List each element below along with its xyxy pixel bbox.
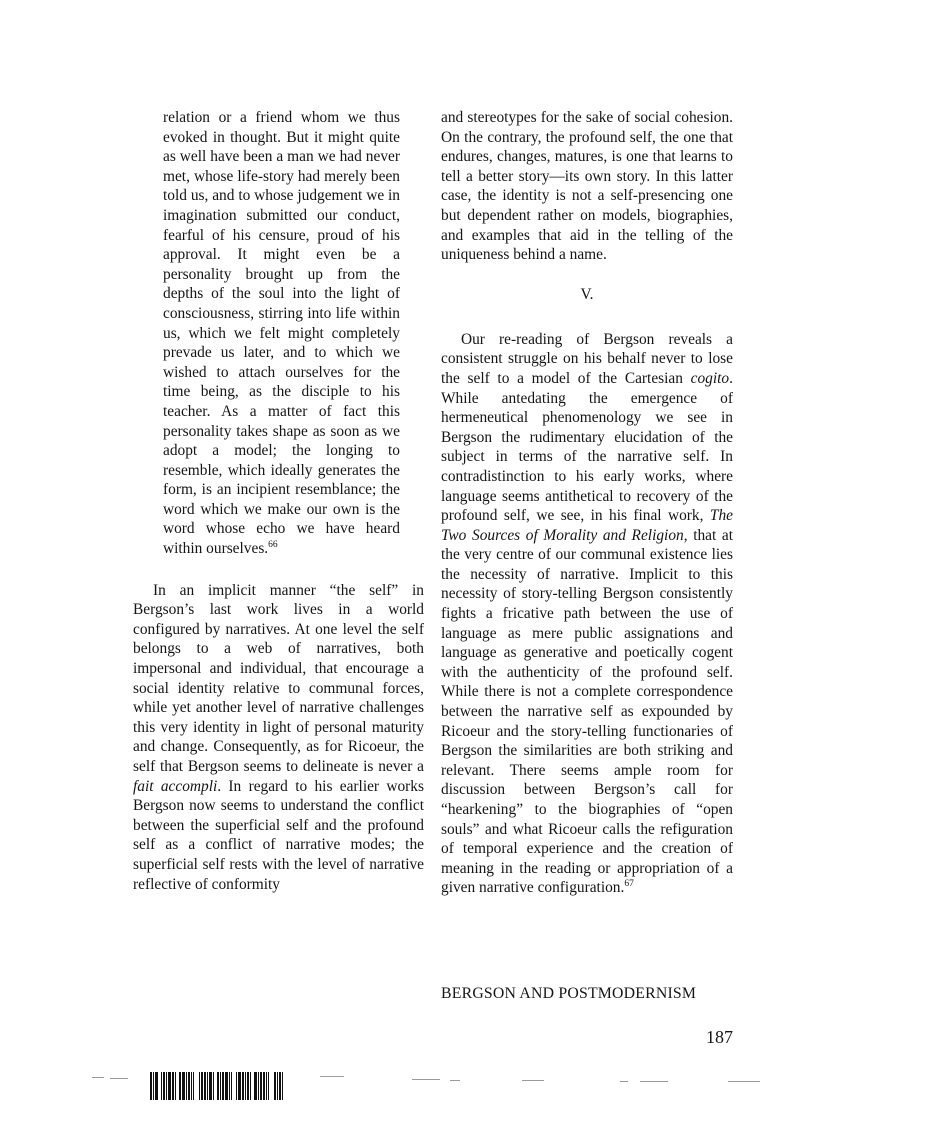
barcode-bar xyxy=(166,1072,167,1100)
barcode-bar xyxy=(193,1072,194,1100)
block-quote-text: relation or a friend whom we thus evoked in thought. But it might quite as well have been a man we had never met, whose life-story had merely been told us, and to whose judgement we in imagination submitted our conduct, fearful of his censure, proud of his approval. It might even be a personality brought up from the depths of the soul into the light of consciousness, stirring into life within us, which we felt might completely prevade us later, and to which we wished to attach ourselves for the time being, as the disciple to his teacher. As a matter of fact this personality takes shape as soon as we adopt a model; the longing to resemble, which ideally generates the form, is an incipient resemblance; the word which we make our own is the word whose echo we have heard within ourselves. xyxy=(163,109,400,558)
scan-mark xyxy=(640,1081,668,1082)
body-paragraph: and stereotypes for the sake of social cohesion. On the contrary, the profound self, the one that endures, changes, matures, is one that learns to tell a better story—its own story. In this latter case, the identity is not a self-presencing one but dependent rather on models, biographies, and examples that aid in the telling of the uniqueness behind a name. xyxy=(441,109,733,264)
body-paragraph: Our re-reading of Bergson reveals a consistent struggle on his behalf never to lose the self to a model of the Cartesian cogito. While antedating the emergence of hermeneutical phenomenology we see in Bergson the rudimentary elucidation of the subject in terms of the narrative self. In contradistinction to his early works, where language seems antithetical to recovery of the profound self, we see, in his final work, The Two Sources of Morality and Religion, that at the very centre of our communal existence lies the necessity of narrative. Implicit to this necessity of story-telling Bergson consistently fights a fricative path between the use of language as mere public assignations and language as generative and poetically cogent with the authenticity of the profound self. While there is not a complete correspondence between the narrative self as expounded by Ricoeur and the story-telling functionaries of Bergson the similarities are both striking and relevant. There seems ample room for discussion between Bergson’s call for “hearkening” to the biographies of “open souls” and what Ricoeur calls the refiguration of temporal experience and the creation of meaning in the reading or appropriation of a given narrative configuration.$^{67}$ xyxy=(441,330,733,897)
barcode-bar xyxy=(229,1072,230,1100)
scan-mark xyxy=(110,1078,128,1079)
barcode-bar xyxy=(231,1072,232,1100)
running-title: BERGSON AND POSTMODERNISM xyxy=(441,985,697,1002)
section-heading: V. xyxy=(580,285,594,303)
barcode-bar xyxy=(274,1072,276,1100)
barcode-bar xyxy=(186,1072,187,1100)
barcode-bar xyxy=(220,1072,221,1100)
barcode-bar xyxy=(258,1072,259,1100)
barcode-bar xyxy=(225,1072,228,1100)
barcode-bar xyxy=(242,1072,244,1100)
barcode-bar xyxy=(252,1072,253,1100)
barcode-bar xyxy=(266,1072,267,1100)
barcode-bar xyxy=(191,1072,192,1100)
barcode-bar xyxy=(279,1072,281,1100)
barcode-bar xyxy=(245,1072,246,1100)
scan-mark xyxy=(728,1081,760,1082)
left-column xyxy=(133,108,424,894)
barcode-bar xyxy=(260,1072,262,1100)
barcode-bar xyxy=(153,1072,154,1100)
barcode-bar xyxy=(172,1072,174,1100)
barcode-bar xyxy=(155,1072,158,1100)
scan-mark xyxy=(92,1077,104,1078)
italic-phrase: fait accompli xyxy=(133,777,218,795)
scan-mark xyxy=(522,1080,544,1081)
block-quote xyxy=(133,108,424,559)
footnote-ref-66: 66 xyxy=(268,539,278,550)
barcode-graphic xyxy=(150,1072,320,1100)
barcode-bar xyxy=(250,1072,251,1100)
barcode-bar xyxy=(177,1072,178,1100)
barcode-bar xyxy=(238,1072,241,1100)
barcode-bar xyxy=(209,1072,212,1100)
right-column xyxy=(441,108,733,898)
barcode-bar xyxy=(270,1072,273,1100)
barcode-bar xyxy=(207,1072,208,1100)
barcode-bar xyxy=(213,1072,214,1100)
barcode-bar xyxy=(204,1072,206,1100)
barcode-bar xyxy=(236,1072,237,1100)
barcode-bar xyxy=(188,1072,190,1100)
barcode-bar xyxy=(277,1072,278,1100)
barcode-bar xyxy=(215,1072,216,1100)
scan-mark xyxy=(412,1079,440,1080)
barcode-bar xyxy=(159,1072,160,1100)
barcode-bar xyxy=(247,1072,249,1100)
barcode-bar xyxy=(168,1072,171,1100)
footnote-ref-67: 67 xyxy=(624,879,634,890)
barcode-bar xyxy=(175,1072,176,1100)
barcode-bar xyxy=(222,1072,224,1100)
barcode-bar xyxy=(263,1072,265,1100)
barcode-bar xyxy=(199,1072,200,1100)
scan-mark xyxy=(320,1076,344,1077)
page-number: 187 xyxy=(706,1027,733,1047)
scan-mark xyxy=(450,1080,460,1081)
italic-phrase: cogito xyxy=(690,369,730,387)
barcode-bar xyxy=(268,1072,269,1100)
barcode-bar xyxy=(233,1072,235,1100)
barcode-bar xyxy=(217,1072,219,1100)
barcode-bar xyxy=(195,1072,198,1100)
barcode-bar xyxy=(201,1072,203,1100)
scan-mark xyxy=(620,1081,628,1082)
book-title-italic: The Two Sources of Morality and Religion xyxy=(441,507,733,544)
barcode-bar xyxy=(282,1072,283,1100)
barcode-bar xyxy=(254,1072,257,1100)
body-paragraph: In an implicit manner “the self” in Bergson’s last work lives in a world configured by narratives. At one level the self belongs to a web of narratives, both impersonal and individual, that encourage a social identity relative to communal forces, while yet another level of narrative challenges this very identity in light of personal maturity and change. Consequently, as for Ricoeur, the self that Bergson seems to delineate is never a fait accompli. In regard to his earlier works Bergson now seems to understand the conflict between the superficial self and the profound self as a conflict of narrative modes; the superficial self rests with the level of narrative reflective of conformity xyxy=(133,581,424,893)
barcode-bar xyxy=(182,1072,185,1100)
barcode-bar xyxy=(163,1072,165,1100)
barcode-bar xyxy=(161,1072,162,1100)
barcode-bar xyxy=(150,1072,152,1100)
barcode-bar xyxy=(179,1072,181,1100)
